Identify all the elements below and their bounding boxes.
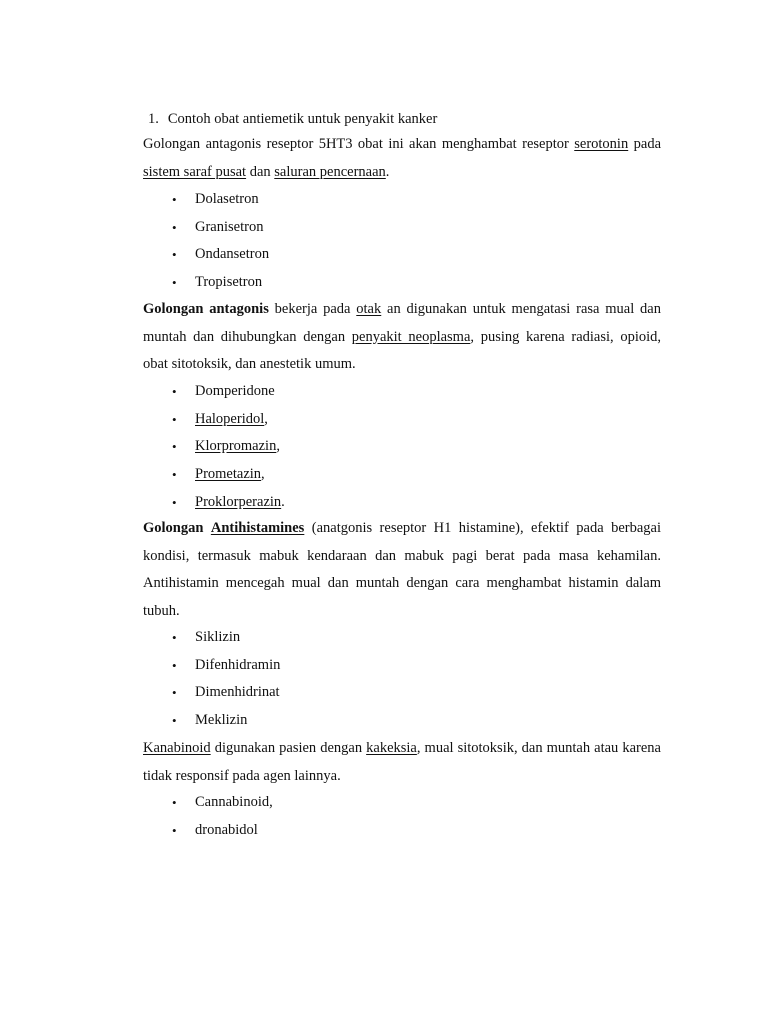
drug-name-link: Prometazin (195, 466, 262, 483)
list-item (170, 433, 285, 461)
link-kakeksia: kakeksia (366, 740, 417, 756)
drug-name: Meklizin (195, 712, 248, 729)
link-penyakit-neoplasma: penyakit neoplasma (351, 328, 471, 345)
link-serotonin: serotonin (574, 136, 629, 152)
text-run: , pusing karena radiasi, opioid, obat sitotoksik, dan anestetik umum. (143, 328, 662, 372)
bullet-icon: • (172, 439, 177, 455)
link-antihistamines: Antihistamines (210, 520, 305, 536)
drug-name: dronabidol (195, 821, 258, 838)
text-run: Golongan antagonis reseptor 5HT3 obat ini akan menghambat reseptor (143, 136, 575, 152)
drug-name: Difenhidramin (195, 656, 281, 673)
list-item (170, 652, 280, 680)
drug-name: Dolasetron (195, 191, 259, 207)
drug-name: Ondansetron (195, 246, 270, 263)
list-item (170, 707, 280, 735)
paragraph-antihistamines (143, 515, 661, 625)
drug-list-antagonis (170, 378, 285, 516)
bullet-icon: • (172, 795, 177, 810)
bold-term: Golongan (143, 520, 204, 536)
bullet-icon: • (172, 384, 177, 399)
drug-name: Granisetron (195, 218, 264, 235)
paragraph-kanabinoid (143, 735, 661, 790)
bold-term: Golongan antagonis (143, 301, 269, 317)
text-run: pada (628, 136, 662, 152)
paragraph-golongan-antagonis (143, 296, 661, 379)
drug-name: Cannabinoid, (195, 794, 273, 810)
link-saluran-pencernaan: saluran pencernaan (274, 163, 386, 180)
punctuation: , (264, 410, 268, 427)
drug-name: Tropisetron (195, 274, 263, 291)
drug-name-link: Proklorperazin (195, 493, 282, 510)
bullet-icon: • (172, 192, 177, 207)
text-run: dan (246, 163, 275, 180)
bullet-icon: • (172, 275, 177, 291)
bullet-icon: • (172, 713, 177, 729)
text-run: , mual sitotoksik, dan muntah atau karena tidak responsif pada agen lainnya. (143, 740, 661, 784)
drug-list-antihistamines (170, 624, 280, 735)
text-run: . (385, 163, 390, 180)
link-otak: otak (356, 301, 382, 317)
list-item (170, 489, 285, 517)
list-item (170, 186, 269, 214)
bullet-icon: • (172, 411, 177, 427)
bullet-icon: • (172, 657, 177, 673)
list-item (170, 789, 273, 817)
drug-list-5ht3 (170, 186, 269, 297)
bullet-icon: • (172, 219, 177, 235)
text-run: digunakan pasien dengan (210, 740, 367, 756)
list-item (170, 679, 280, 707)
heading-text: Contoh obat antiemetik untuk penyakit kanker (167, 111, 438, 127)
bullet-icon: • (172, 822, 177, 838)
paragraph-5ht3-antagonists (143, 131, 661, 186)
list-item (170, 241, 269, 269)
list-item (170, 624, 280, 652)
list-item (170, 817, 273, 845)
bullet-icon: • (172, 494, 177, 510)
text-run: (anatgonis reseptor H1 histamine), efektif pada berbagai kondisi, termasuk mabuk kendaraan dan mabuk pagi berat pada masa kehamilan. Antihistamin mencegah mual dan muntah dengan cara menghambat histamin dalam tubuh. (143, 520, 662, 619)
drug-name: Domperidone (195, 383, 275, 399)
text-run (203, 520, 210, 536)
drug-name-link: Haloperidol (195, 410, 265, 427)
list-item (170, 214, 269, 242)
link-kanabinoid: Kanabinoid (143, 740, 211, 756)
punctuation: , (261, 466, 265, 483)
list-item (170, 269, 269, 297)
heading-number: 1. (148, 111, 159, 127)
drug-name: Siklizin (195, 629, 241, 645)
bullet-icon: • (172, 630, 177, 645)
bullet-icon: • (172, 685, 177, 701)
list-item (170, 461, 285, 489)
punctuation: , (276, 438, 280, 455)
text-run: an digunakan untuk mengatasi rasa mual dan muntah dan dihubungkan dengan (143, 301, 661, 345)
bullet-icon: • (172, 467, 177, 483)
punctuation: . (281, 493, 285, 510)
section-heading (148, 110, 437, 128)
link-sistem-saraf-pusat: sistem saraf pusat (143, 163, 247, 180)
drug-list-kanabinoid (170, 789, 273, 844)
list-item (170, 406, 285, 434)
drug-name: Dimenhidrinat (195, 684, 280, 701)
drug-name-link: Klorpromazin (195, 438, 277, 455)
text-run: bekerja pada (268, 301, 357, 317)
list-item (170, 378, 285, 406)
bullet-icon: • (172, 247, 177, 263)
